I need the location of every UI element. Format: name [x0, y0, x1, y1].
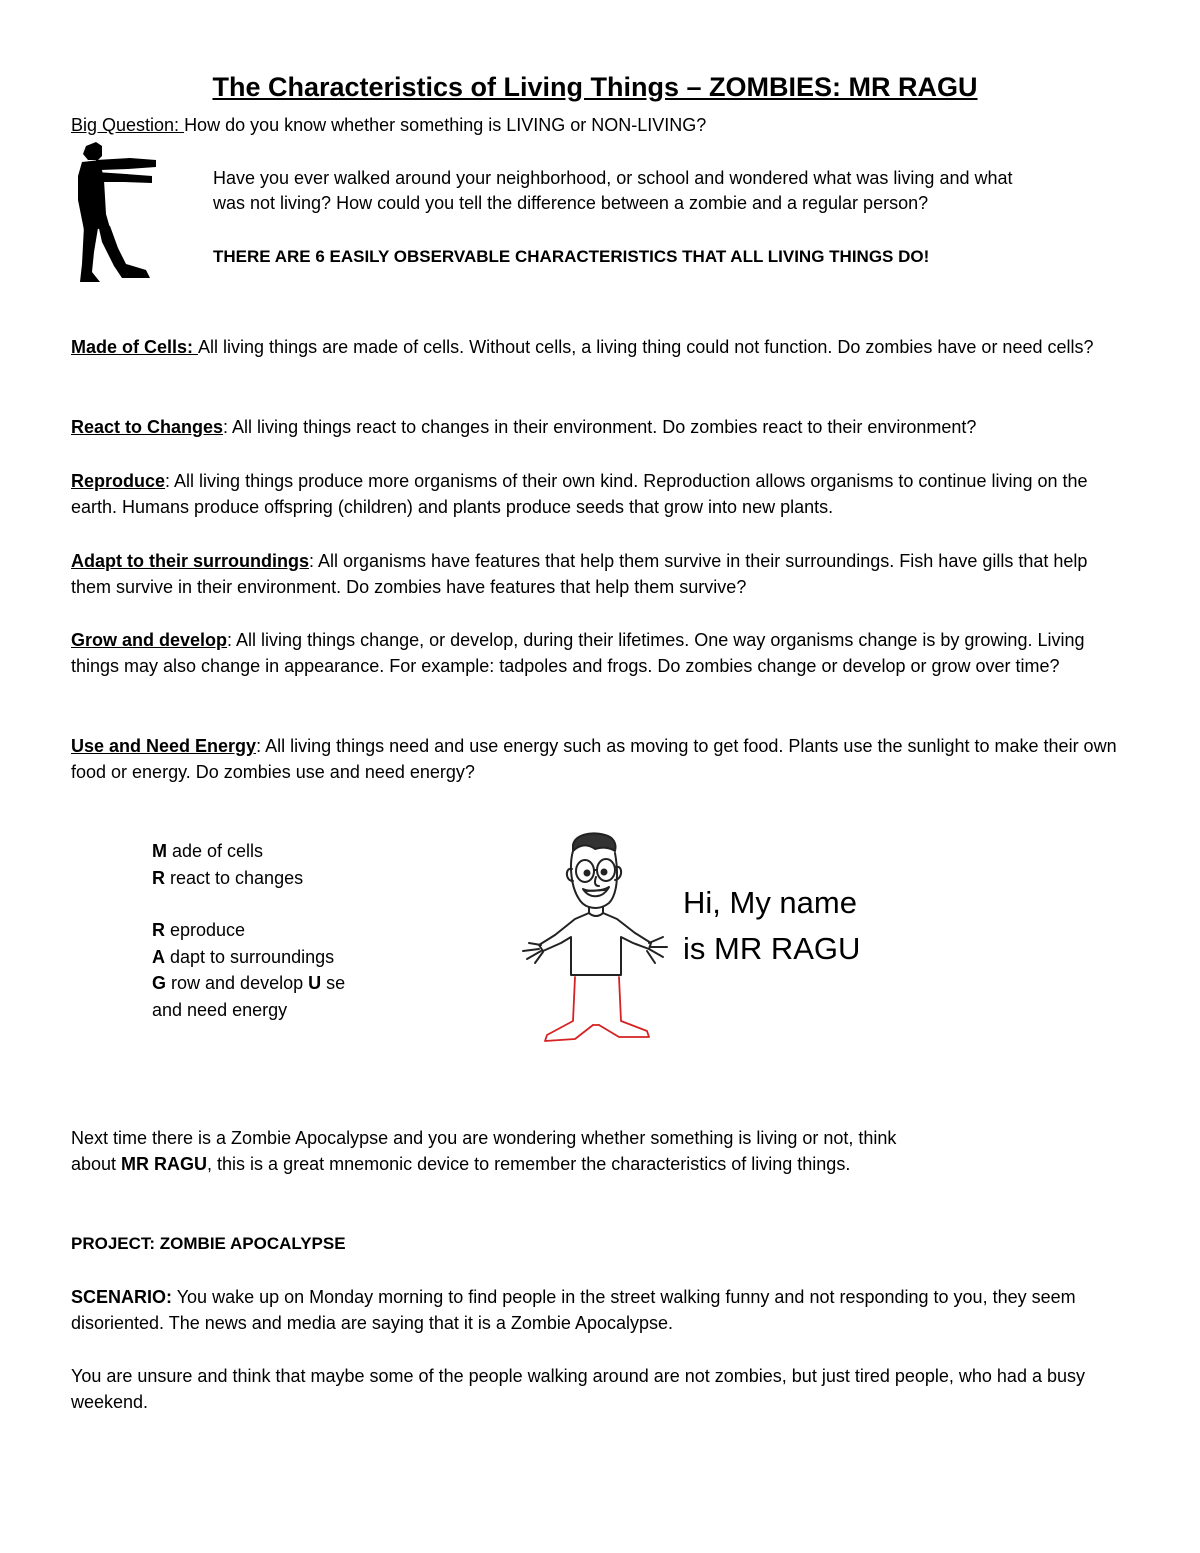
characteristic-text: : All living things produce more organisms of their own kind. Reproduction allows organisms to continue living on the earth. Humans produce offspring (children) and plants produce seeds that grow into new plants. — [71, 471, 1088, 517]
project-scenario — [71, 1284, 1131, 1336]
characteristic-text: : All living things change, or develop, during their lifetimes. One way organisms change is by growing. Living things may also change in appearance. For example: tadpoles and frogs. Do zombies change or develop or grow over time? — [71, 630, 1085, 676]
mnemonic-item: R react to changes — [152, 867, 304, 888]
zombie-silhouette-icon — [70, 140, 165, 285]
characteristic-adapt — [71, 548, 1131, 600]
closing-line-1: Next time there is a Zombie Apocalypse and you are wondering whether something is living or not, think — [71, 1128, 897, 1148]
characteristic-text: : All organisms have features that help them survive in their surroundings. Fish have gills that help them survive in their environment. Do zombies have features that help them survive? — [71, 551, 1088, 597]
mnemonic-list — [152, 838, 412, 1023]
mnemonic-item: R eproduce — [152, 920, 246, 940]
characteristic-reproduce — [71, 468, 1131, 520]
mnemonic-item: and need energy — [152, 999, 288, 1020]
scenario-label: SCENARIO: — [71, 1287, 173, 1307]
characteristic-label: Grow and develop — [71, 630, 228, 650]
intro-line-2: was not living? How could you tell the difference between a zombie and a regular person? — [213, 193, 929, 213]
closing-line-2: about MR RAGU, this is a great mnemonic device to remember the characteristics of living things. — [71, 1154, 851, 1174]
characteristic-label: React to Changes — [71, 417, 224, 437]
characteristic-label: Adapt to their surroundings — [71, 551, 309, 571]
mr-ragu-speech — [683, 880, 860, 972]
characteristic-text: : All living things react to changes in their environment. Do zombies react to their environment? — [223, 417, 977, 437]
project-heading: PROJECT: ZOMBIE APOCALYPSE — [71, 1234, 346, 1253]
speech-line: Hi, My name — [683, 885, 857, 920]
characteristic-label: Use and Need Energy — [71, 736, 257, 756]
page-title: The Characteristics of Living Things – ZOMBIES: MR RAGU — [212, 72, 978, 102]
mr-ragu-cartoon-icon — [515, 825, 675, 1050]
characteristic-grow-and-develop — [71, 627, 1131, 679]
characteristic-use-energy — [71, 733, 1131, 785]
mnemonic-item: M ade of cells — [152, 841, 264, 861]
characteristic-made-of-cells — [71, 334, 1131, 360]
characteristic-text: : All living things need and use energy such as moving to get food. Plants use the sunlight to make their own food or energy. Do zombies use and need energy? — [71, 736, 1117, 782]
characteristic-react-to-changes — [71, 414, 1131, 440]
characteristic-text: All living things are made of cells. Without cells, a living thing could not function. Do zombies have or need cells? — [198, 337, 1094, 357]
characteristic-label: Reproduce — [71, 471, 166, 491]
mnemonic-item: G row and develop U se — [152, 973, 346, 993]
intro-line-1: Have you ever walked around your neighborhood, or school and wondered what was living and what — [213, 168, 1013, 188]
big-question — [71, 112, 706, 138]
big-question-text: How do you know whether something is LIVING or NON-LIVING? — [184, 115, 707, 135]
speech-line: is MR RAGU — [683, 931, 861, 966]
intro-callout: THERE ARE 6 EASILY OBSERVABLE CHARACTERISTICS THAT ALL LIVING THINGS DO! — [213, 247, 930, 266]
mnemonic-item: A dapt to surroundings — [152, 946, 335, 967]
scenario-text: You wake up on Monday morning to find people in the street walking funny and not responding to you, they seem disoriented. The news and media are saying that it is a Zombie Apocalypse. — [71, 1287, 1076, 1333]
big-question-label: Big Question: — [71, 115, 185, 135]
project-followup: You are unsure and think that maybe some of the people walking around are not zombies, but just tired people, who had a busy weekend. — [71, 1366, 1085, 1412]
characteristic-label: Made of Cells: — [71, 337, 199, 357]
